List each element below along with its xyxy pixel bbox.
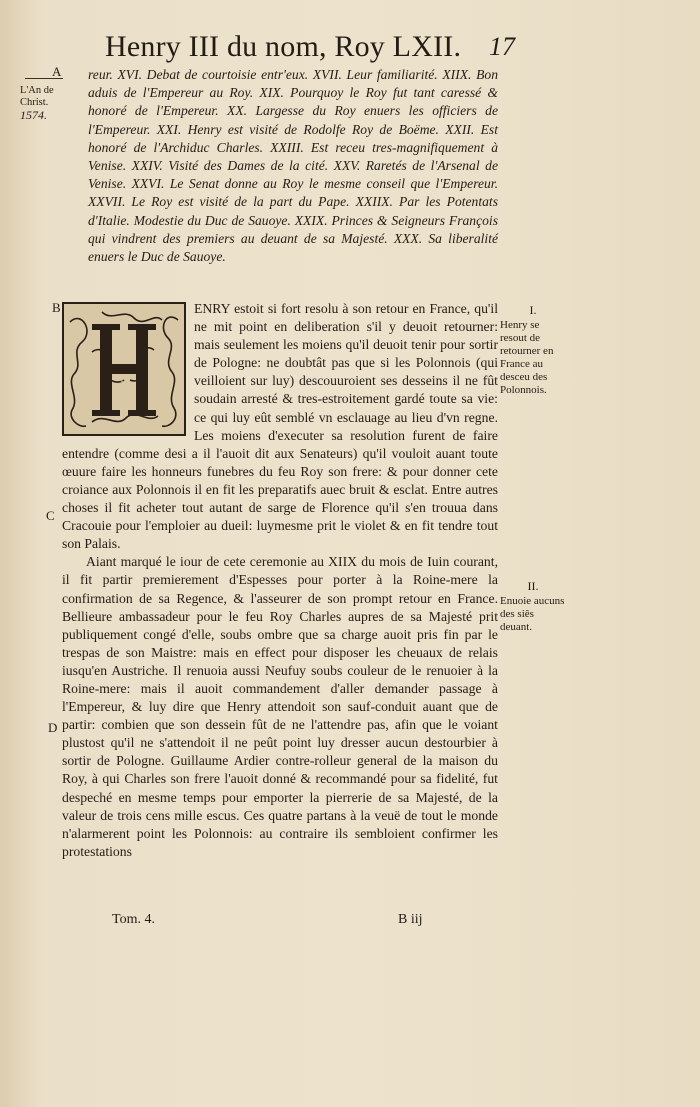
paragraph-2: Aiant marqué le iour de cete ceremonie au XIIX du mois de Iuin courant, il fit partir premierement d'Espesses pour porter à la Roine-mere la confirmation de sa Regence, & l'asseurer de son prompt retour en France. Bellieure ambassadeur pour le feu Roy Charles aupres de sa Majesté prit publiquement congé d'elle, soubs ombre que sa charge auoit pris fin par le trespas de son Maistre: mais en effect pour disposer les cheuaux de relais iusqu'en Austriche. Il renuoia aussi Neufuy soubs couleur de le renuoier à la Roine-mere: mais il auoit commandement d'aller demander passage à l'Empereur, & luy dire que Henry attendoit son sauf-conduit auant que de partir: combien que son dessein fût de ne l'attendre pas, afin que le voiant plustost qu'il ne s'attendoit il ne peût point luy dresser aucun destourbier à sortir de Pologne. Guillaume Ardier contre-rolleur general de la maison du Roy, à qui Charles son frere l'auoit donné & recommandé pour sa fidelité, fut despeché en mesme temps pour emporter la pierrerie de sa Majesté, de la valeur de trois cens mille escus. Ces quatre partans à la veuë de tout le monde n'alarmerent point les Polonnois: au contraire ils sembloient confirmer les protestations <box>62 554 498 859</box>
margin-mark-a: A <box>52 64 62 79</box>
year-note <box>20 85 72 121</box>
margin-mark-d: D <box>48 720 58 735</box>
page-footer <box>112 912 492 928</box>
drop-cap-ornament-icon <box>62 302 186 436</box>
side-note-1-text: Henry se resout de retourner en France au desceu des Polonnois. <box>500 319 554 396</box>
tome-label: Tom. 4. <box>112 912 155 927</box>
running-header <box>105 30 515 64</box>
chapter-summary: reur. XVI. Debat de courtoisie entr'eux. XVII. Leur familiarité. XIIX. Bon aduis de l'Empereur au Roy. XIX. Pourquoy le Roy fut tant caressé & honoré de l'Empereur. XX. Largesse du Roy enuers les officiers de l'Empereur. XXI. Henry est visité de Rodolfe Roy de Boëme. XXII. Est honoré de l'Archiduc Charles. XXIII. Est receu tres-magnifiquement à Venise. XXIV. Visité des Dames de la cité. XXV. Raretés de l'Arsenal de Venise. XXVI. Le Senat donne au Roy le mesme conseil que l'Empereur. XXVII. Le Roy est visité de la part du Pape. XXIIX. Par les Potentats d'Italie. Modestie du Duc de Sauoye. XXIX. Princes & Seigneurs François qui vindrent des premiers au deuant de sa Majesté. XXX. Sa liberalité enuers le Duc de Sauoye. <box>88 67 498 265</box>
side-note-2-number: II. <box>527 579 539 593</box>
year-note-line2: Christ. <box>20 97 49 108</box>
paragraph-1: ENRY estoit si fort resolu à son retour en France, qu'il ne mit point en deliberation s'il y deuoit retourner: mais seulement les moiens qu'il deuoit tenir pour sortir de Pologne: ne doubtât pas que si les Polonnois (qui veilloient sur luy) descouuroient ses desseins il ne fût soudain arresté & tres-estroitement gardé toute sa vie: ce qui luy eût semblé vn esclauage au lieu d'vn regne. Les moiens d'executer sa resolution furent de faire entendre (comme desi a il l'auoit dit aux Senateurs) qu'il vouloit auant toute œuure faire les honneurs funebres du feu Roy son frere: & pour donner cete croiance aux Polonnois il en fit les preparatifs auec bruit & esclat. Entre autres choses il fit acheter tout autant de sarge de Florence qu'il s'en trouua dans Cracouie pour l'emploier au dueil: luymesme prit le violet & en fit tendre tout son Palais. <box>62 301 498 552</box>
year-note-year: 1574. <box>20 108 47 122</box>
header-title: Henry III du nom, Roy LXII. <box>105 30 462 63</box>
side-note-1 <box>500 304 566 397</box>
drop-cap-letter: H <box>120 374 128 385</box>
margin-mark-b: B <box>52 300 61 315</box>
side-note-1-number: I. <box>529 303 537 317</box>
signature-mark: B iij <box>398 912 423 927</box>
side-note-2 <box>500 580 566 634</box>
side-note-2-text: Enuoie aucuns des siês deuant. <box>500 595 565 633</box>
margin-mark-c: C <box>46 508 55 523</box>
year-note-line1: L'An de <box>20 85 54 96</box>
main-text <box>62 300 498 861</box>
folio-number: 17 <box>489 32 515 61</box>
